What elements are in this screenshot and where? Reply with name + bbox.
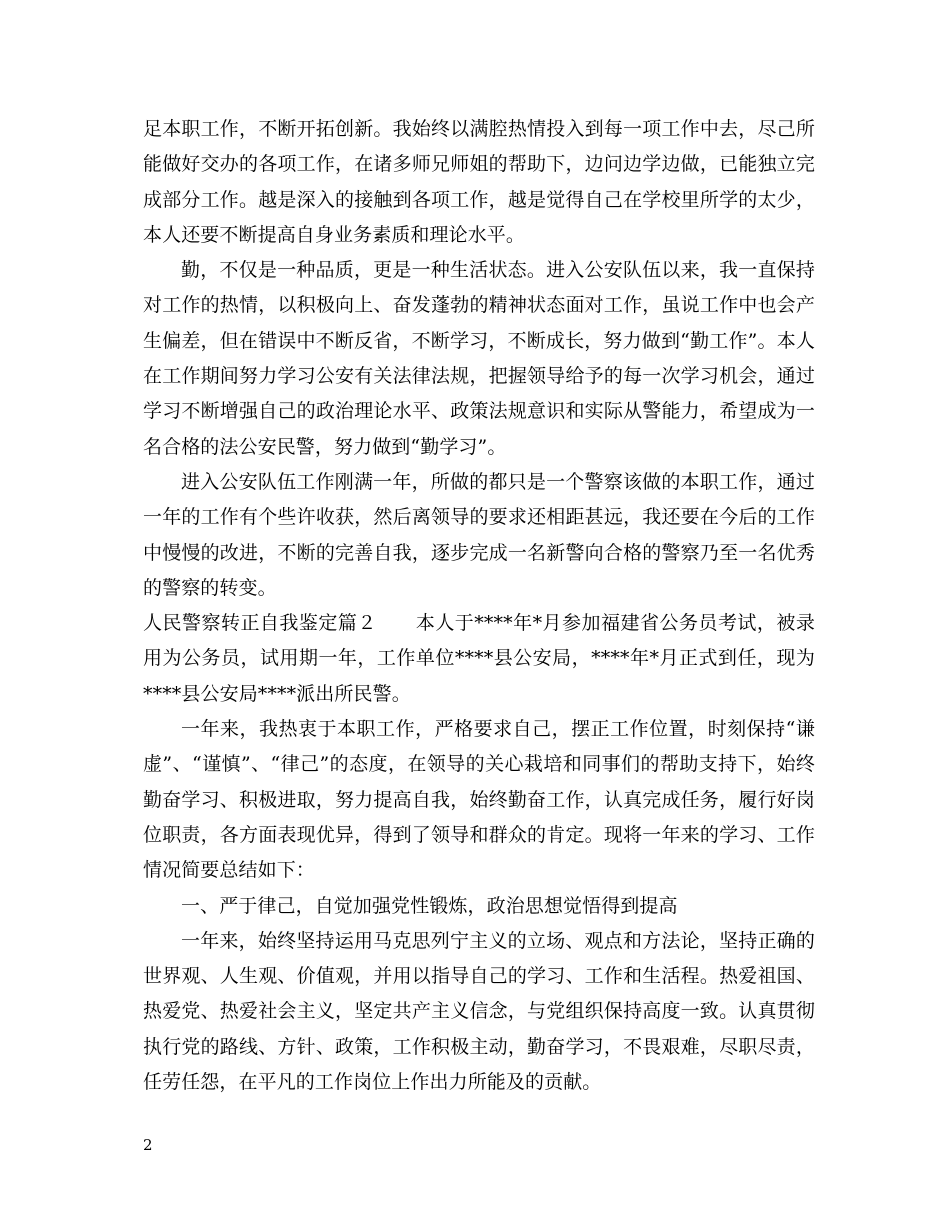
paragraph-6: 一年来，始终坚持运用马克思列宁主义的立场、观点和方法论，坚持正确的世界观、人生观、价值观，并用以指导自己的学习、工作和生活程。热爱祖国、热爱党、热爱社会主义，坚定共产主义信念，与党组织保持高度一致。认真贯彻执行党的路线、方针、政策，工作积极主动，勤奋学习，不畏艰难，尽职尽责，任劳任怨，在平凡的工作岗位上作出力所能及的贡献。 [143, 929, 815, 1094]
section-heading: 一、严于律己，自觉加强党性锻炼，政治思想觉悟得到提高 [181, 894, 678, 917]
page-number: 2 [143, 1136, 153, 1154]
paragraph-5: 一年来，我热衷于本职工作，严格要求自己，摆正工作位置，时刻保持“谦虚”、“谨慎”、“律己”的态度，在领导的关心栽培和同事们的帮助支持下，始终勤奋学习、积极进取，努力提高自我，始终勤奋工作，认真完成任务，履行好岗位职责，各方面表现优异，得到了领导和群众的肯定。现将一年来的学习、工作情况简要总结如下： [143, 718, 815, 882]
paragraph-3: 进入公安队伍工作刚满一年，所做的都只是一个警察该做的本职工作，通过一年的工作有个些许收获，然后离领导的要求还相距甚远，我还要在今后的工作中慢慢的改进，不断的完善自我，逐步完成一名新警向合格的警察乃至一名优秀的警察的转变。 [143, 470, 815, 599]
paragraph-1: 足本职工作，不断开拓创新。我始终以满腔热情投入到每一项工作中去，尽己所能做好交办的各项工作，在诸多师兄师姐的帮助下，边问边学边做，已能独立完成部分工作。越是深入的接触到各项工作，越是觉得自己在学校里所学的太少，本人还要不断提高自身业务素质和理论水平。 [143, 118, 815, 246]
paragraph-4: 人民警察转正自我鉴定篇２ 本人于****年*月参加福建省公务员考试，被录用为公务员，试用期一年，工作单位****县公安局，****年*月正式到任，现为****县公安局****派出所民警。 [143, 612, 815, 705]
paragraph-2: 勤，不仅是一种品质，更是一种生活状态。进入公安队伍以来，我一直保持对工作的热情，以积极向上、奋发蓬勃的精神状态面对工作，虽说工作中也会产生偏差，但在错误中不断反省，不断学习，不断成长，努力做到“勤工作”。本人在工作期间努力学习公安有关法律法规，把握领导给予的每一次学习机会，通过学习不断增强自己的政治理论水平、政策法规意识和实际从警能力，希望成为一名合格的法公安民警，努力做到“勤学习”。 [143, 259, 815, 458]
document-body [143, 112, 815, 1100]
